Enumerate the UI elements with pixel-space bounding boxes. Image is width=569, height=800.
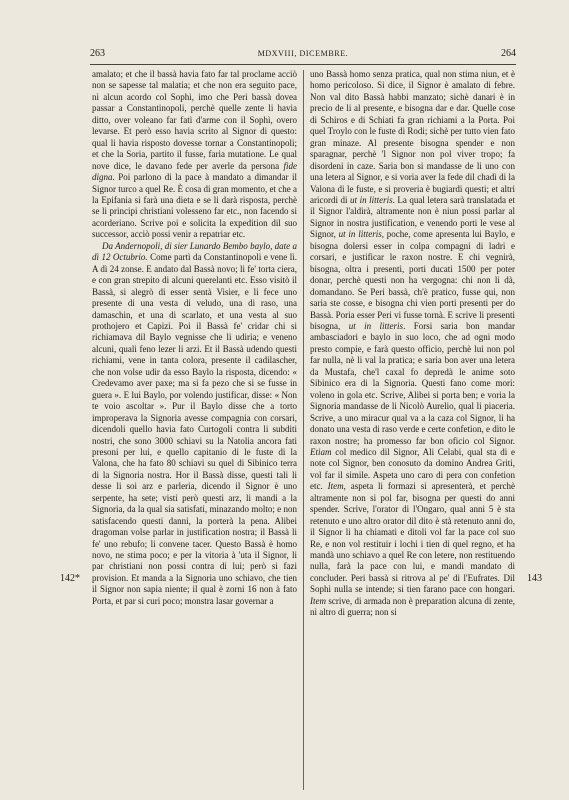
running-head: MDXVIII, DICEMBRE. — [257, 49, 349, 58]
margin-number-left: 142* — [60, 573, 80, 584]
right-column — [310, 69, 515, 619]
page-number-right: 264 — [501, 48, 516, 59]
column-divider — [303, 70, 304, 790]
page-number-left: 263 — [90, 48, 105, 59]
right-paragraph-1: uno Bassà homo senza pratica, qual non stima niun, et è homo pericoloso. Si dice, il Signor è amalato di febre. Non val dito Bassà habbi manzato; sichè danari è in precio de li al presente, e bisogna dar e dar. Quelle cose di Schiros e di Schiati fa gran richiami a la Porta. Poi quel Troylo con le fuste di Rodi; sichè per tutto vien fato gran minaze. Al presente bisogna spender e non sparagnar, perchè 'l Signor non pol viver tropo; fa disordeni in caze. Saria bon si mandasse de li uno con una letera al Signor, e si voria aver la fede dil chadì di la Valona di le fuste, e si proveria è bugiardi questi; et altri aricordi di ut in litteris. La qual letera sarà translatada et il Signor l'aldirà, altramente non è niun possi parlar al Signor in nostra justification, e venendo porti le vese al Signor, ut in litteris, poche, come apresenta lui Baylo, e bisogna dolersi esser in colpa compagni di ladri e corsari, e justificar le raxon nostre. E chi vegnirà, bisogna, oltra i presenti, porti ducati 1500 per poter donar, perchè questi non ha vergogna: chi non li dà, domandano. Se Peri bassà, ch'è pratico, fusse qui, non saria ste cosse, e bisogna chi vien porti presenti per do Bassà. Poria esser Peri vi fusse tornà. E scrive li presenti bisogna, ut in litteris. Forsi saria bon mandar ambasciadori e baylo in suo loco, che ad ogni modo presto compie, e farà questo officio, perchè lui non pol far nulla, nè li val la pratica; e saria bon aver una letera da Mustafa, che'l caxal fo depredà le anime soto Sibinico era di la Signoria. Questi fano come mori: voleno in gola etc. Scrive, Alibei si porta ben; e voria la Signoria mandasse de li Nicolò Aurelio, qual li piaceria. Scrive, a uno miracur qual va a la caza col Signor, li ha donato una vesta di raso verde e certe confetion, e dito le raxon nostre; ha promesso far bon oficio col Signor. Etiam col medico dil Signor, Ali Celabi, qual sta di e note col Signor, ben conosuto da domino Andrea Griti, vol far il simile. Aspeta uno caro di pera con confetion etc. Item, aspeta li formazi si apresenterà, et perchè altramente non si pol far, bisogna per questi do anni spender. Scrive, l'orator di l'Ongaro, qual anni 5 è sta retenuto e uno altro orator dil dito è stà retenuto anni do, il Signor li ha chiamati e ditoli vol far la pace col suo Re, e non vol restituir i lochi i tien di quel regno, et ha mandà uno schiavo a quel Re con letere, non restituendo nulla, farà la pace con lui, e mandi mandato di concluder. Peri bassà si ritrova al pe' di l'Eufrates. Dil Sophì nulla se intende; si tien farano pace con hongari. Item scrive, di armada non è preparation alcuna di zente, nì altro di guerra; non si — [310, 69, 516, 618]
margin-number-right: 143 — [527, 573, 542, 584]
left-paragraph-2: Da Andernopoli, di sier Lunardo Bembo baylo, date a dì 12 Octubrio. Come partì da Constantinopoli e vene lì. A dì 24 zonse. E andato dal Bassà novo; li fe' torta ciera, e con gran strepito di alcuni querelanti etc. Esso visitò il Bassà, si alegrò di esser sentà Visier, e li fece uno presente di una vesta di veludo, una di raso, una damaschin, et una di scarlato, et una vesta al suo prothojero et Capizi. Poi il Bassà fe' cridar chi si richiamava dil Baylo vegnisse che li udiria; e veneno alcuni, quali feno lezer li arzi. Et il Bassà udendo questi richiami, vene in tanta colora, presente il cadilascher, che non volse udir da esso Baylo la risposta, dicendo: « Credevamo aver paxe; ma si fa pezo che si se fusse in guera ». E lui Baylo, por volendo justificar, disse: « Non te voio ascoltar ». Pur il Baylo disse che a torto improperava la Signoria avesse compagnia con corsari, dicendoli quello havia fato Curtogoli contra li subditi nostri, che sono 3000 schiavi su la Natolia ancora fati presoni per lui, e quello capitanio di le fuste di la Valona, che ha fato 80 schiavi su quel di Sibinico terra di la Signoria nostra. Hor il Bassà disse, questi tali li desse li soi arz e parleria, dicendo il Signor è uno serpente, ha sete; visti però questi arz, li mandi a la Signoria, da la qual sia satisfati, minazando molto; e non satisfacendo questi danni, la porterà la pena. Alibei dragoman volse parlar in justification nostra; il Bassà li fe' uno rebufo; li convene tacer. Questo Bassà è homo novo, ne stima poco; e per la vitoria à 'uta il Signor, li par christiani non possi contra di lui; però si fazi provision. Et manda a la Signoria uno schiavo, che tien il Signor non sapia niente; il qual è zorni 16 non à fato Porta, et par si curi poco; monstra lasar governar a — [92, 240, 297, 606]
left-column — [92, 69, 297, 607]
page-header — [90, 48, 516, 62]
left-paragraph-1: amalato; et che il bassà havia fato far tal proclame acciò non se sapesse tal malatia; et che non era seguito pace, nì alcun acordo col Sophì, imo che Peri bassà dovea passar a Constantinopoli, perchè quelle zente li havia ditto, over voleano far fatì d'arme con il Sophì, overo levarse. Et però esso havia scrito al Signor di questo: qual li havia risposto dovesse tornar a Constantinopoli; et che la Soria, partito il fusse, faria mutatione. Le qual nove dice, le davano fede per averle da persona fide digna. Poi parlono di la pace à mandato a dimandar il Signor turco a quel Re. È cosa di gran momento, et che a la Epifania si farà una dieta e se li darà risposta, perchè se li principi christiani volesseno far etc., non facendo si acorderiano. Scrive poi e solicita la expedition dil suo successor, acciò possi venir a repatriar etc. — [92, 69, 297, 240]
header-rule — [90, 64, 516, 65]
